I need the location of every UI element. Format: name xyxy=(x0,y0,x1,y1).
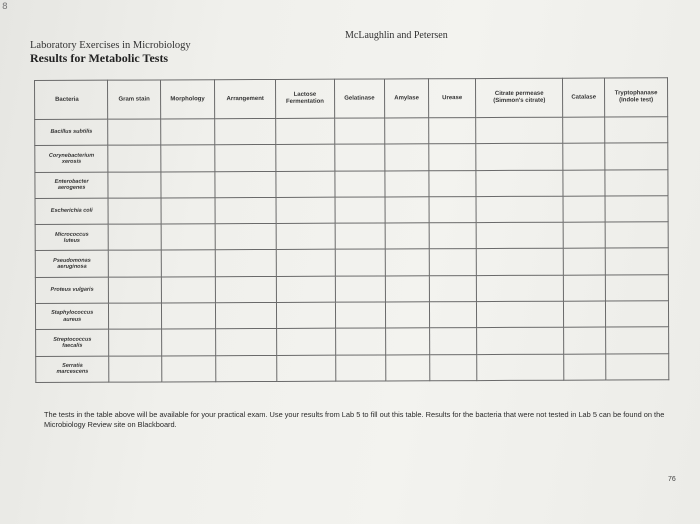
result-cell[interactable] xyxy=(335,328,385,355)
organism-genus: Staphylococcus xyxy=(51,310,94,317)
column-header xyxy=(215,79,276,118)
column-header xyxy=(334,79,384,118)
result-cell[interactable] xyxy=(108,145,161,172)
result-cell[interactable] xyxy=(335,249,385,276)
result-cell[interactable] xyxy=(335,171,385,198)
organism-species: aureus xyxy=(63,316,82,323)
result-cell[interactable] xyxy=(429,302,476,329)
result-cell[interactable] xyxy=(385,302,429,328)
result-cell[interactable] xyxy=(385,144,429,170)
result-cell[interactable] xyxy=(334,144,384,171)
result-cell[interactable] xyxy=(605,143,668,170)
result-cell[interactable] xyxy=(429,144,476,171)
table-header-row xyxy=(35,78,668,120)
result-cell[interactable] xyxy=(161,198,216,225)
organism-species: aeruginosa xyxy=(57,263,87,271)
result-cell[interactable] xyxy=(276,223,335,250)
organism-name xyxy=(35,145,108,172)
result-cell[interactable] xyxy=(564,301,606,327)
column-header-label: Morphology xyxy=(170,95,205,102)
column-header-label: Arrangement xyxy=(226,95,264,102)
organism-name xyxy=(36,330,109,357)
result-cell[interactable] xyxy=(161,355,216,382)
result-cell[interactable] xyxy=(430,328,477,355)
column-header-label: Urease xyxy=(442,94,463,101)
table-row xyxy=(36,353,669,382)
result-cell[interactable] xyxy=(385,249,429,275)
page-number: 76 xyxy=(668,476,676,483)
result-cell[interactable] xyxy=(216,276,277,303)
result-cell[interactable] xyxy=(334,118,384,145)
result-cell[interactable] xyxy=(429,275,476,302)
result-cell[interactable] xyxy=(160,119,215,146)
result-cell[interactable] xyxy=(108,119,161,146)
footnote: The tests in the table above will be available for your practical exam. Use your results from Lab 5 to fill out this table. Results for the bacteria that were not tested in Lab 5 can be found on the Microbiology Review site on Blackboard. xyxy=(44,410,665,429)
organism-genus: Corynebacterium xyxy=(48,152,95,159)
column-header-label: Tryptophanase xyxy=(614,90,658,97)
result-cell[interactable] xyxy=(386,328,430,354)
organism-genus: Proteus vulgaris xyxy=(50,287,94,294)
organism-name xyxy=(35,251,108,278)
result-cell[interactable] xyxy=(276,118,335,145)
table-row xyxy=(35,169,668,198)
organism-species: aerogenes xyxy=(57,185,86,192)
organism-genus: Escherichia coli xyxy=(50,208,93,215)
result-cell[interactable] xyxy=(605,275,668,302)
table-row xyxy=(35,301,668,330)
result-cell[interactable] xyxy=(108,198,161,225)
column-header-sublabel: (Simmon's citrate) xyxy=(493,97,546,104)
result-cell[interactable] xyxy=(476,170,563,197)
column-header-sublabel: (Indole test) xyxy=(619,97,654,104)
result-cell[interactable] xyxy=(605,196,668,223)
organism-genus: Micrococcus xyxy=(55,231,89,238)
result-cell[interactable] xyxy=(335,355,385,382)
result-cell[interactable] xyxy=(563,222,605,248)
result-cell[interactable] xyxy=(277,329,336,356)
page-title: Results for Metabolic Tests xyxy=(30,51,169,66)
result-cell[interactable] xyxy=(563,143,605,169)
result-cell[interactable] xyxy=(385,223,429,249)
result-cell[interactable] xyxy=(429,170,476,197)
organism-genus: Bacillus subtilis xyxy=(50,129,93,136)
result-cell[interactable] xyxy=(276,171,335,198)
column-header xyxy=(384,79,428,118)
result-cell[interactable] xyxy=(161,303,216,330)
table-row xyxy=(35,143,668,172)
result-cell[interactable] xyxy=(605,169,668,196)
table-row xyxy=(35,275,668,304)
result-cell[interactable] xyxy=(335,223,385,250)
organism-species: faecalis xyxy=(62,342,83,349)
result-cell[interactable] xyxy=(477,301,564,328)
result-cell[interactable] xyxy=(109,356,162,383)
result-cell[interactable] xyxy=(563,117,605,143)
header-block xyxy=(30,40,191,66)
result-cell[interactable] xyxy=(109,250,162,277)
result-cell[interactable] xyxy=(276,250,335,277)
result-cell[interactable] xyxy=(109,277,162,304)
result-cell[interactable] xyxy=(276,197,335,224)
result-cell[interactable] xyxy=(563,248,605,274)
results-table xyxy=(34,77,669,383)
result-cell[interactable] xyxy=(606,301,669,328)
result-cell[interactable] xyxy=(476,196,563,223)
result-cell[interactable] xyxy=(109,329,162,356)
result-cell[interactable] xyxy=(108,172,161,199)
column-header xyxy=(276,79,335,118)
organism-genus: Pseudomonas xyxy=(53,257,91,264)
result-cell[interactable] xyxy=(429,223,476,250)
result-cell[interactable] xyxy=(430,354,477,381)
result-cell[interactable] xyxy=(385,276,429,302)
column-header-label: Lactose xyxy=(293,91,317,98)
result-cell[interactable] xyxy=(108,224,161,251)
result-cell[interactable] xyxy=(564,354,606,381)
organism-species: marcescens xyxy=(56,369,89,376)
authors: McLaughlin and Petersen xyxy=(345,30,448,41)
result-cell[interactable] xyxy=(605,117,668,144)
organism-genus: Serratia xyxy=(62,362,83,369)
result-cell[interactable] xyxy=(216,329,277,356)
result-cell[interactable] xyxy=(216,355,277,382)
column-header-label: Amylase xyxy=(394,94,419,101)
organism-name xyxy=(35,303,108,330)
result-cell[interactable] xyxy=(161,329,216,356)
result-cell[interactable] xyxy=(335,302,385,329)
result-cell[interactable] xyxy=(215,224,276,251)
result-cell[interactable] xyxy=(477,328,564,355)
result-cell[interactable] xyxy=(335,276,385,303)
result-cell[interactable] xyxy=(215,145,276,172)
result-cell[interactable] xyxy=(215,171,276,198)
column-header xyxy=(160,80,215,119)
organism-name xyxy=(36,356,109,383)
table-row xyxy=(36,327,669,356)
result-cell[interactable] xyxy=(429,249,476,276)
course-name: Laboratory Exercises in Microbiology xyxy=(30,40,191,51)
result-cell[interactable] xyxy=(335,197,385,224)
table-body xyxy=(35,117,669,383)
column-header-label: Bacteria xyxy=(55,96,79,103)
organism-name xyxy=(35,224,108,251)
organism-genus: Enterobacter xyxy=(54,178,89,185)
result-cell[interactable] xyxy=(386,354,430,381)
organism-name xyxy=(35,277,108,304)
result-cell[interactable] xyxy=(605,222,668,249)
organism-species: luteus xyxy=(63,237,80,244)
result-cell[interactable] xyxy=(564,327,606,353)
result-cell[interactable] xyxy=(161,145,216,172)
column-header-label: Catalase xyxy=(571,94,597,101)
result-cell[interactable] xyxy=(429,196,476,223)
result-cell[interactable] xyxy=(385,197,429,223)
table-row xyxy=(35,222,668,251)
result-cell[interactable] xyxy=(215,250,276,277)
result-cell[interactable] xyxy=(161,250,216,277)
corner-mark: 8 xyxy=(2,2,8,12)
result-cell[interactable] xyxy=(215,118,276,145)
organism-name xyxy=(35,119,108,146)
result-cell[interactable] xyxy=(605,248,668,275)
result-cell[interactable] xyxy=(476,222,563,249)
result-cell[interactable] xyxy=(476,249,563,276)
result-cell[interactable] xyxy=(477,354,564,381)
organism-name xyxy=(35,172,108,199)
result-cell[interactable] xyxy=(161,171,216,198)
result-cell[interactable] xyxy=(385,118,429,144)
table-row xyxy=(35,196,668,225)
result-cell[interactable] xyxy=(216,303,277,330)
result-cell[interactable] xyxy=(606,327,669,354)
column-header xyxy=(108,80,161,119)
table-row xyxy=(35,248,668,277)
result-cell[interactable] xyxy=(476,143,563,170)
column-header-label: Gram stain xyxy=(118,96,150,103)
result-cell[interactable] xyxy=(215,197,276,224)
result-cell[interactable] xyxy=(276,276,335,303)
column-header-sublabel: Fermentation xyxy=(285,98,324,105)
result-cell[interactable] xyxy=(606,353,669,380)
organism-genus: Streptococcus xyxy=(53,336,92,343)
result-cell[interactable] xyxy=(276,144,335,171)
table-row xyxy=(35,117,668,146)
result-cell[interactable] xyxy=(277,355,336,382)
result-cell[interactable] xyxy=(385,170,429,196)
column-header-label: Gelatinase xyxy=(344,95,375,102)
column-header xyxy=(563,78,605,117)
result-cell[interactable] xyxy=(429,118,476,145)
result-cell[interactable] xyxy=(161,276,216,303)
column-header xyxy=(605,78,668,117)
result-cell[interactable] xyxy=(109,303,162,330)
column-header xyxy=(476,78,563,117)
organism-name xyxy=(35,198,108,225)
column-header xyxy=(35,80,109,119)
result-cell[interactable] xyxy=(563,196,605,222)
column-header-label: Citrate permease xyxy=(494,90,544,98)
result-cell[interactable] xyxy=(476,117,563,144)
result-cell[interactable] xyxy=(563,170,605,196)
organism-species: xerosis xyxy=(61,158,82,165)
result-cell[interactable] xyxy=(477,275,564,302)
result-cell[interactable] xyxy=(276,302,335,329)
column-header xyxy=(429,79,476,118)
result-cell[interactable] xyxy=(161,224,216,251)
result-cell[interactable] xyxy=(564,275,606,301)
